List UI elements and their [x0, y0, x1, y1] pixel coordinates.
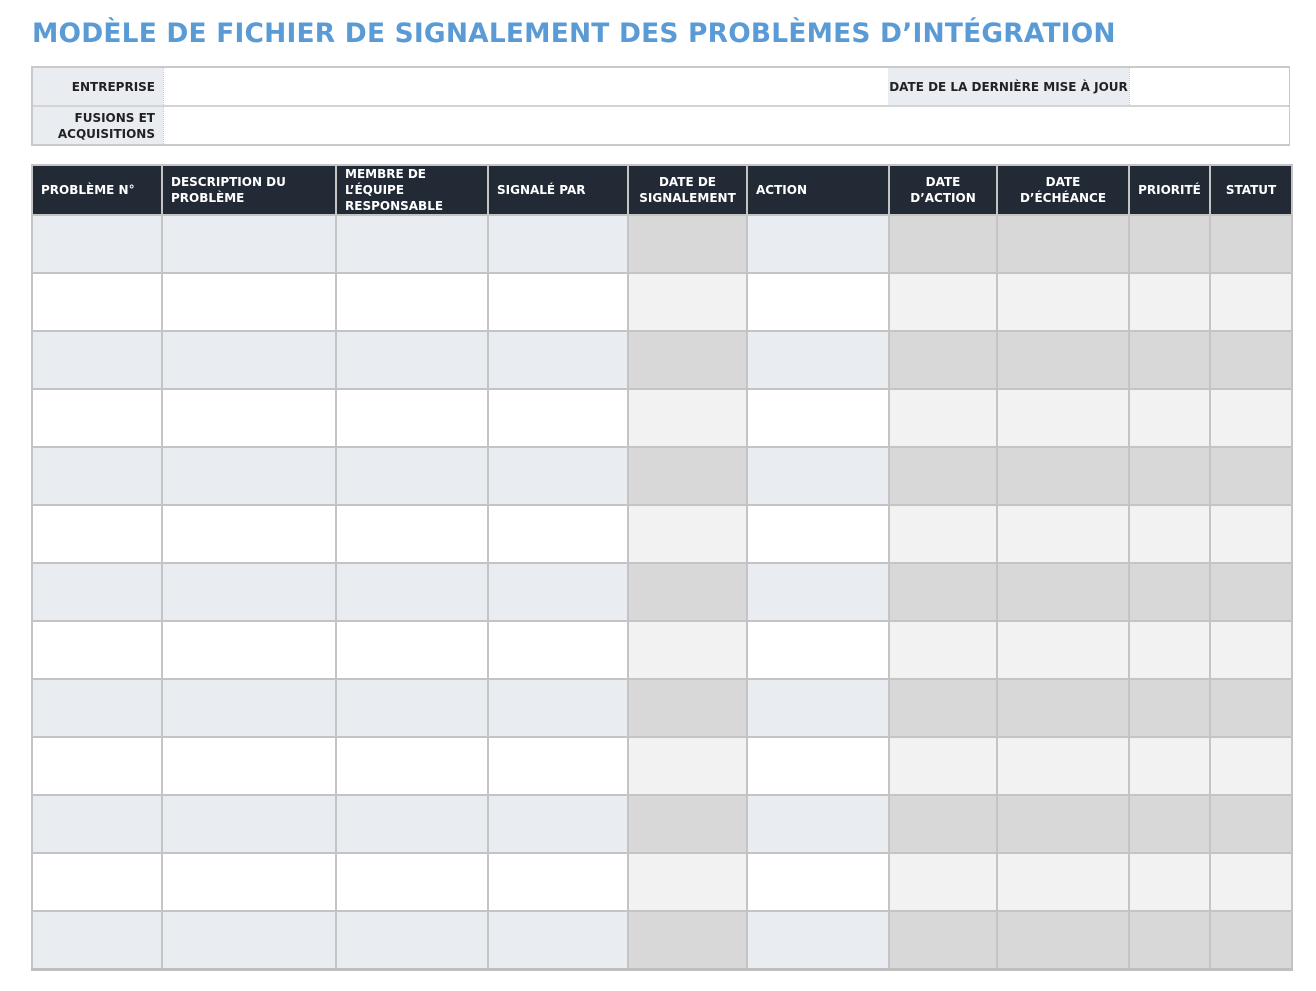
info-block	[31, 66, 1290, 146]
cell-reported-by[interactable]	[488, 273, 628, 331]
cell-action[interactable]	[747, 331, 889, 389]
cell-report-date[interactable]	[628, 679, 747, 737]
cell-due-date[interactable]	[997, 737, 1129, 795]
cell-issue-number[interactable]	[32, 853, 162, 911]
cell-action[interactable]	[747, 505, 889, 563]
cell-action[interactable]	[747, 911, 889, 969]
col-description[interactable]: DESCRIPTION DU PROBLÈME	[162, 165, 336, 215]
cell-reported-by[interactable]	[488, 853, 628, 911]
cell-report-date[interactable]	[628, 621, 747, 679]
cell-description[interactable]	[162, 853, 336, 911]
col-reported-by[interactable]: SIGNALÉ PAR	[488, 165, 628, 215]
cell-issue-number[interactable]	[32, 563, 162, 621]
cell-action[interactable]	[747, 679, 889, 737]
cell-status[interactable]	[1210, 563, 1292, 621]
cell-issue-number[interactable]	[32, 795, 162, 853]
cell-due-date[interactable]	[997, 505, 1129, 563]
cell-action-date[interactable]	[889, 563, 997, 621]
cell-issue-number[interactable]	[32, 389, 162, 447]
cell-description[interactable]	[162, 215, 336, 273]
cell-action-date[interactable]	[889, 447, 997, 505]
cell-report-date[interactable]	[628, 331, 747, 389]
cell-team-member[interactable]	[336, 911, 488, 969]
table-row	[32, 679, 1292, 737]
cell-priority[interactable]	[1129, 737, 1210, 795]
cell-action-date[interactable]	[889, 273, 997, 331]
cell-team-member[interactable]	[336, 621, 488, 679]
cell-priority[interactable]	[1129, 853, 1210, 911]
cell-team-member[interactable]	[336, 505, 488, 563]
cell-reported-by[interactable]	[488, 215, 628, 273]
col-status[interactable]: STATUT	[1210, 165, 1292, 215]
cell-priority[interactable]	[1129, 679, 1210, 737]
company-label: ENTREPRISE	[33, 68, 163, 105]
cell-issue-number[interactable]	[32, 679, 162, 737]
cell-status[interactable]	[1210, 795, 1292, 853]
cell-issue-number[interactable]	[32, 911, 162, 969]
cell-reported-by[interactable]	[488, 563, 628, 621]
cell-action-date[interactable]	[889, 389, 997, 447]
cell-issue-number[interactable]	[32, 215, 162, 273]
cell-action[interactable]	[747, 273, 889, 331]
cell-report-date[interactable]	[628, 505, 747, 563]
cell-due-date[interactable]	[997, 331, 1129, 389]
cell-due-date[interactable]	[997, 795, 1129, 853]
cell-report-date[interactable]	[628, 389, 747, 447]
cell-description[interactable]	[162, 621, 336, 679]
cell-priority[interactable]	[1129, 505, 1210, 563]
cell-team-member[interactable]	[336, 563, 488, 621]
last-update-label: DATE DE LA DERNIÈRE MISE À JOUR	[888, 68, 1129, 105]
cell-team-member[interactable]	[336, 215, 488, 273]
col-issue-number[interactable]: PROBLÈME N°	[32, 165, 162, 215]
cell-due-date[interactable]	[997, 273, 1129, 331]
cell-action-date[interactable]	[889, 215, 997, 273]
cell-description[interactable]	[162, 505, 336, 563]
cell-description[interactable]	[162, 447, 336, 505]
cell-action-date[interactable]	[889, 679, 997, 737]
cell-reported-by[interactable]	[488, 911, 628, 969]
cell-priority[interactable]	[1129, 215, 1210, 273]
issues-table	[31, 164, 1293, 971]
table-row	[32, 853, 1292, 911]
cell-issue-number[interactable]	[32, 505, 162, 563]
cell-status[interactable]	[1210, 389, 1292, 447]
cell-report-date[interactable]	[628, 795, 747, 853]
col-priority[interactable]: PRIORITÉ	[1129, 165, 1210, 215]
table-row	[32, 795, 1292, 853]
cell-due-date[interactable]	[997, 447, 1129, 505]
cell-status[interactable]	[1210, 853, 1292, 911]
cell-action-date[interactable]	[889, 853, 997, 911]
cell-report-date[interactable]	[628, 737, 747, 795]
cell-due-date[interactable]	[997, 621, 1129, 679]
col-report-date[interactable]: DATE DE SIGNALEMENT	[628, 165, 747, 215]
cell-reported-by[interactable]	[488, 389, 628, 447]
cell-description[interactable]	[162, 795, 336, 853]
mergers-label: FUSIONS ET ACQUISITIONS	[33, 107, 163, 144]
cell-priority[interactable]	[1129, 795, 1210, 853]
cell-issue-number[interactable]	[32, 621, 162, 679]
table-row	[32, 447, 1292, 505]
table-row	[32, 737, 1292, 795]
cell-issue-number[interactable]	[32, 273, 162, 331]
page-title: MODÈLE DE FICHIER DE SIGNALEMENT DES PROBLÈMES D’INTÉGRATION	[32, 18, 1116, 49]
table-row	[32, 621, 1292, 679]
cell-description[interactable]	[162, 563, 336, 621]
cell-status[interactable]	[1210, 737, 1292, 795]
cell-status[interactable]	[1210, 505, 1292, 563]
cell-description[interactable]	[162, 273, 336, 331]
cell-report-date[interactable]	[628, 911, 747, 969]
col-team-member[interactable]: MEMBRE DE L’ÉQUIPE RESPONSABLE	[336, 165, 488, 215]
col-action[interactable]: ACTION	[747, 165, 889, 215]
cell-due-date[interactable]	[997, 853, 1129, 911]
cell-due-date[interactable]	[997, 389, 1129, 447]
cell-team-member[interactable]	[336, 853, 488, 911]
cell-due-date[interactable]	[997, 679, 1129, 737]
cell-issue-number[interactable]	[32, 331, 162, 389]
cell-status[interactable]	[1210, 911, 1292, 969]
cell-description[interactable]	[162, 389, 336, 447]
cell-team-member[interactable]	[336, 273, 488, 331]
cell-action[interactable]	[747, 737, 889, 795]
cell-report-date[interactable]	[628, 447, 747, 505]
cell-action-date[interactable]	[889, 737, 997, 795]
col-action-date[interactable]: DATE D’ACTION	[889, 165, 997, 215]
cell-priority[interactable]	[1129, 389, 1210, 447]
cell-status[interactable]	[1210, 215, 1292, 273]
cell-reported-by[interactable]	[488, 331, 628, 389]
cell-action[interactable]	[747, 795, 889, 853]
cell-description[interactable]	[162, 679, 336, 737]
cell-action[interactable]	[747, 563, 889, 621]
cell-description[interactable]	[162, 331, 336, 389]
cell-action[interactable]	[747, 389, 889, 447]
cell-description[interactable]	[162, 911, 336, 969]
cell-status[interactable]	[1210, 679, 1292, 737]
cell-action-date[interactable]	[889, 505, 997, 563]
cell-report-date[interactable]	[628, 273, 747, 331]
cell-report-date[interactable]	[628, 563, 747, 621]
cell-priority[interactable]	[1129, 563, 1210, 621]
cell-reported-by[interactable]	[488, 795, 628, 853]
cell-status[interactable]	[1210, 447, 1292, 505]
cell-team-member[interactable]	[336, 389, 488, 447]
cell-priority[interactable]	[1129, 331, 1210, 389]
cell-report-date[interactable]	[628, 215, 747, 273]
cell-team-member[interactable]	[336, 679, 488, 737]
cell-team-member[interactable]	[336, 447, 488, 505]
cell-team-member[interactable]	[336, 737, 488, 795]
last-update-field[interactable]	[1129, 68, 1289, 105]
mergers-field[interactable]	[163, 107, 1289, 144]
cell-description[interactable]	[162, 737, 336, 795]
cell-reported-by[interactable]	[488, 447, 628, 505]
table-row	[32, 331, 1292, 389]
cell-priority[interactable]	[1129, 273, 1210, 331]
cell-due-date[interactable]	[997, 215, 1129, 273]
table-row	[32, 563, 1292, 621]
cell-action[interactable]	[747, 621, 889, 679]
cell-priority[interactable]	[1129, 911, 1210, 969]
cell-reported-by[interactable]	[488, 679, 628, 737]
cell-action[interactable]	[747, 853, 889, 911]
table-row	[32, 911, 1292, 969]
cell-action-date[interactable]	[889, 911, 997, 969]
cell-status[interactable]	[1210, 273, 1292, 331]
cell-team-member[interactable]	[336, 795, 488, 853]
cell-due-date[interactable]	[997, 911, 1129, 969]
cell-priority[interactable]	[1129, 621, 1210, 679]
cell-team-member[interactable]	[336, 331, 488, 389]
cell-action[interactable]	[747, 447, 889, 505]
cell-action-date[interactable]	[889, 621, 997, 679]
cell-issue-number[interactable]	[32, 737, 162, 795]
table-row	[32, 389, 1292, 447]
cell-status[interactable]	[1210, 621, 1292, 679]
cell-due-date[interactable]	[997, 563, 1129, 621]
cell-status[interactable]	[1210, 331, 1292, 389]
cell-priority[interactable]	[1129, 447, 1210, 505]
col-due-date[interactable]: DATE D’ÉCHÉANCE	[997, 165, 1129, 215]
company-field[interactable]	[163, 68, 889, 105]
header-row	[32, 165, 1292, 215]
cell-reported-by[interactable]	[488, 505, 628, 563]
cell-action[interactable]	[747, 215, 889, 273]
table-row	[32, 505, 1292, 563]
cell-report-date[interactable]	[628, 853, 747, 911]
table-row	[32, 273, 1292, 331]
cell-action-date[interactable]	[889, 331, 997, 389]
cell-reported-by[interactable]	[488, 621, 628, 679]
cell-issue-number[interactable]	[32, 447, 162, 505]
cell-reported-by[interactable]	[488, 737, 628, 795]
cell-action-date[interactable]	[889, 795, 997, 853]
table-row	[32, 215, 1292, 273]
